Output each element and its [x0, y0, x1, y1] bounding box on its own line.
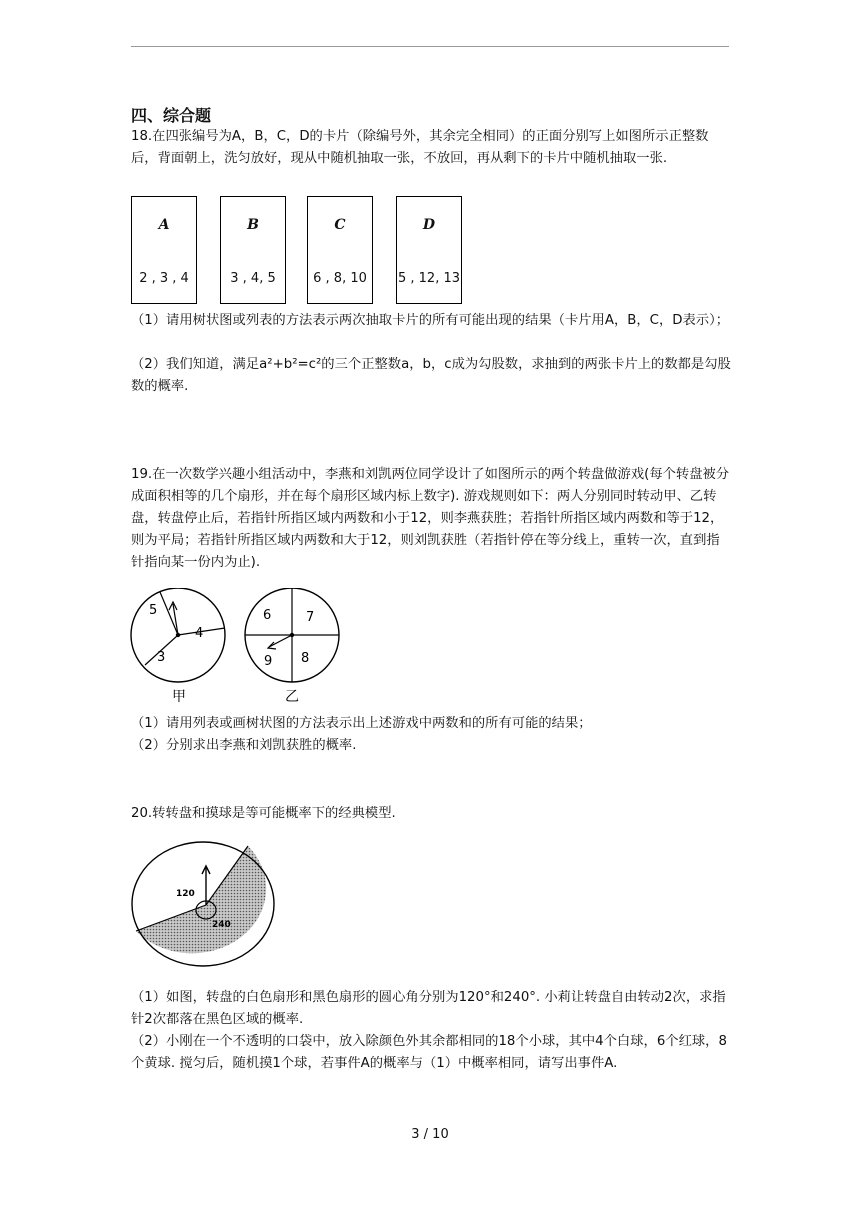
card-d [396, 196, 462, 304]
spinner-yi-number: 8 [301, 651, 310, 666]
spinner-jia-label: 甲 [172, 689, 186, 705]
dark-angle-label: 240 [212, 920, 231, 930]
spinner-jia [131, 588, 225, 705]
q19-part2: （2）分别求出李燕和刘凯获胜的概率. [131, 738, 357, 753]
spinner-yi-number: 9 [264, 654, 273, 669]
header-rule [131, 46, 729, 47]
q18-part2: （2）我们知道，满足a²+b²=c²的三个正整数a，b，c成为勾股数，求抽到的两张卡片上的数都是勾股数的概率. [131, 357, 731, 394]
q20-spinner [128, 838, 278, 970]
q19-text: 19.在一次数学兴趣小组活动中，李燕和刘凯两位同学设计了如图所示的两个转盘做游戏(每个转盘被分成面积相等的几个扇形，并在每个扇形区域内标上数字). 游戏规则如下：两人分别同时转动甲、乙转盘，转盘停止后，若指针所指区域内两数和小于12，则李燕获胜；若指针所指区域内两数和等于12，则为平局；若指针所指区域内两数和大于12，则刘凯获胜（若指针停在等分线上，重转一次，直到指针指向某一份内为止). [131, 467, 730, 570]
card-numbers: 2 , 3 , 4 [139, 271, 189, 286]
card-letter: A [158, 217, 170, 233]
card-c [307, 196, 373, 304]
spinner-jia-number: 5 [149, 603, 158, 618]
card-numbers: 6 , 8, 10 [313, 271, 367, 286]
card-letter: C [334, 217, 346, 233]
card-letter: D [422, 217, 436, 233]
card-numbers: 5 , 12, 13 [397, 271, 461, 286]
q20-part1: （1）如图，转盘的白色扇形和黑色扇形的圆心角分别为120°和240°. 小莉让转盘自由转动2次，求指针2次都落在黑色区域的概率. [131, 990, 726, 1027]
q20-text: 20.转转盘和摸球是等可能概率下的经典模型. [131, 806, 396, 821]
spinner-yi-number: 7 [306, 610, 315, 625]
page-number: 3 / 10 [411, 1127, 449, 1142]
spinner-jia-number: 4 [195, 626, 204, 641]
white-angle-label: 120 [176, 889, 195, 899]
q19-part1: （1）请用列表或画树状图的方法表示出上述游戏中两数和的所有可能的结果； [131, 716, 592, 731]
q19-spinners [125, 588, 345, 708]
section-title: 四、综合题 [131, 106, 212, 125]
spinner-yi-label: 乙 [285, 689, 299, 705]
spinner-yi [245, 588, 339, 705]
card-numbers: 3 , 4, 5 [230, 271, 276, 286]
card-letter: B [247, 217, 259, 233]
q18-part1: （1）请用树状图或列表的方法表示两次抽取卡片的所有可能出现的结果（卡片用A，B，C，D表示）； [131, 313, 730, 328]
spinner-yi-number: 6 [263, 608, 272, 623]
q18-text: 18.在四张编号为A，B，C，D的卡片（除编号外，其余完全相同）的正面分别写上如图所示正整数后，背面朝上，洗匀放好，现从中随机抽取一张，不放回，再从剩下的卡片中随机抽取一张. [131, 129, 709, 166]
spinner-jia-number: 3 [157, 650, 166, 665]
card-a [131, 196, 197, 304]
q20-part2: （2）小刚在一个不透明的口袋中，放入除颜色外其余都相同的18个小球，其中4个白球，6个红球，8个黄球. 搅匀后，随机摸1个球，若事件A的概率与（1）中概率相同，请写出事件A. [131, 1034, 727, 1071]
card-b [220, 196, 286, 304]
